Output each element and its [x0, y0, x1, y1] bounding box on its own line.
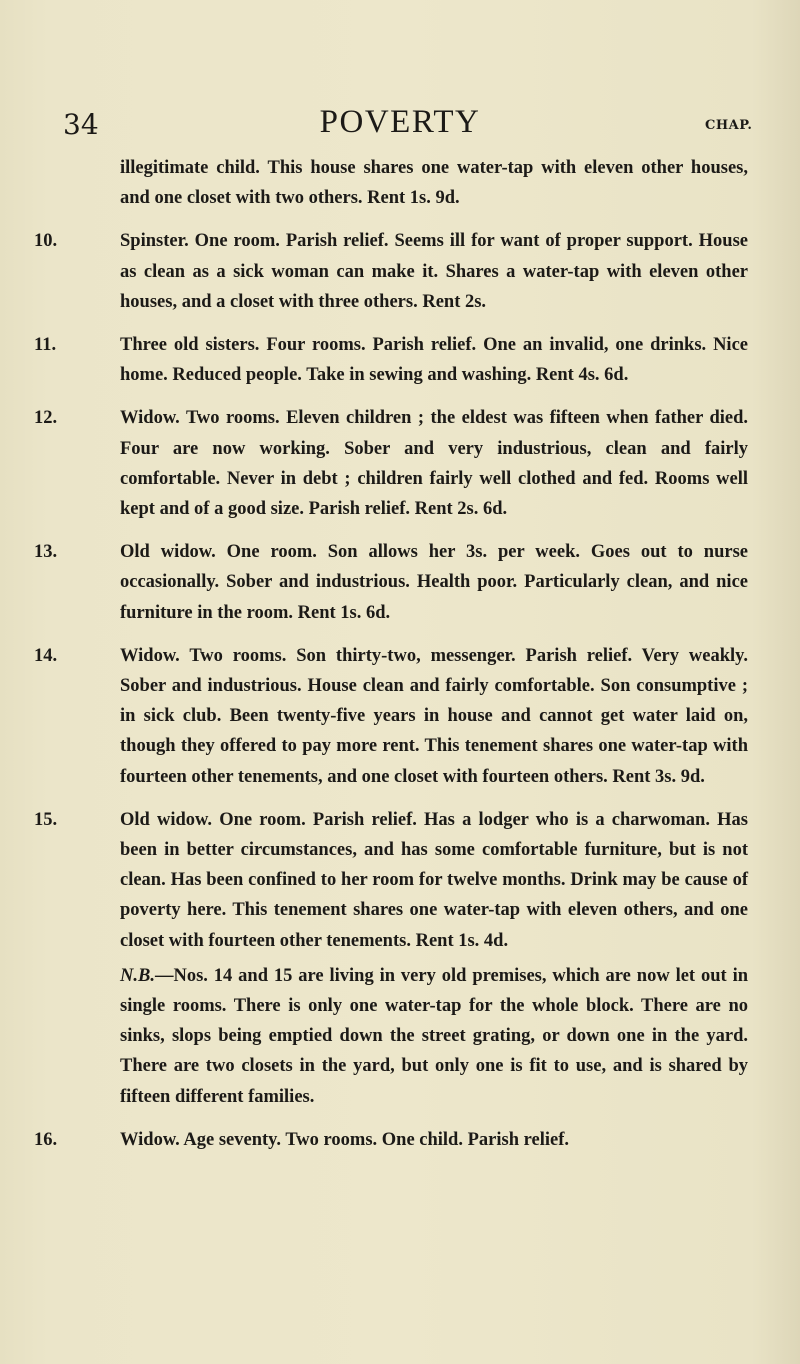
- note-text: —Nos. 14 and 15 are living in very old premises, which are now let out in single rooms. There is only one water-tap for the whole block. There are no sinks, slops being emptied down the street grating, or down one in the yard. There are two closets in the yard, but only one is fit to use, and is shared by fifteen different families.: [120, 965, 748, 1107]
- entry-12: [34, 403, 748, 524]
- entry-text: Old widow. One room. Parish relief. Has a lodger who is a charwoman. Has been in better circumstances, and has some comfortable furniture, but is not clean. Has been confined to her room for twelve months. Drink may be cause of poverty here. This tenement shares one water-tap with eleven others, and one closet with fourteen other tenements. Rent 1s. 4d.: [120, 809, 748, 951]
- entry-text: Old widow. One room. Son allows her 3s. per week. Goes out to nurse occasionally. Sober and industrious. Health poor. Particularly clean, and nice furniture in the room. Rent 1s. 6d.: [120, 542, 748, 623]
- entry-13: [34, 537, 748, 628]
- entry-text: Widow. Two rooms. Eleven children ; the eldest was fifteen when father died. Four are now working. Sober and very industrious, clean and fairly comfortable. Never in debt ; children fairly well clothed and fed. Rooms well kept and of a good size. Parish relief. Rent 2s. 6d.: [120, 408, 748, 520]
- entry-11: [34, 330, 748, 390]
- entry-number: 16.: [34, 1129, 58, 1150]
- entry-number: 12.: [34, 408, 58, 429]
- chapter-abbrev: CHAP.: [705, 118, 753, 133]
- entry-text: Three old sisters. Four rooms. Parish relief. One an invalid, one drinks. Nice home. Reduced people. Take in sewing and washing. Rent 4s. 6d.: [120, 335, 748, 386]
- entry-number: 10.: [34, 231, 58, 252]
- nb-note: [120, 961, 748, 1112]
- note-label: N.B.: [120, 965, 155, 986]
- entry-number: 13.: [34, 542, 58, 563]
- entry-text: Spinster. One room. Parish relief. Seems ill for want of proper support. House as clean as a sick woman can make it. Shares a water-tap with eleven other houses, and a closet with three others. Rent 2s.: [120, 231, 748, 312]
- entry-15: [34, 805, 748, 956]
- continuation-paragraph: illegitimate child. This house shares one water-tap with eleven other houses, and one closet with two others. Rent 1s. 9d.: [120, 158, 748, 209]
- page-number: 34: [63, 108, 99, 141]
- entry-text: Widow. Two rooms. Son thirty-two, messenger. Parish relief. Very weakly. Sober and industrious. House clean and fairly comfortable. Son consumptive ; in sick club. Been twenty-five years in house and cannot get water laid on, though they offered to pay more rent. This tenement shares one water-tap with fourteen other tenements, and one closet with fourteen others. Rent 3s. 9d.: [120, 645, 748, 787]
- entry-16: [34, 1125, 748, 1155]
- page-header: [0, 102, 800, 146]
- entry-number: 15.: [34, 809, 58, 830]
- entries-list: [0, 153, 800, 1155]
- running-title: POVERTY: [319, 104, 481, 140]
- entry-number: 11.: [34, 335, 57, 356]
- entry-text: Widow. Age seventy. Two rooms. One child. Parish relief.: [120, 1129, 569, 1150]
- entry-10: [34, 226, 748, 317]
- entry-number: 14.: [34, 645, 58, 666]
- entry-14: [34, 641, 748, 792]
